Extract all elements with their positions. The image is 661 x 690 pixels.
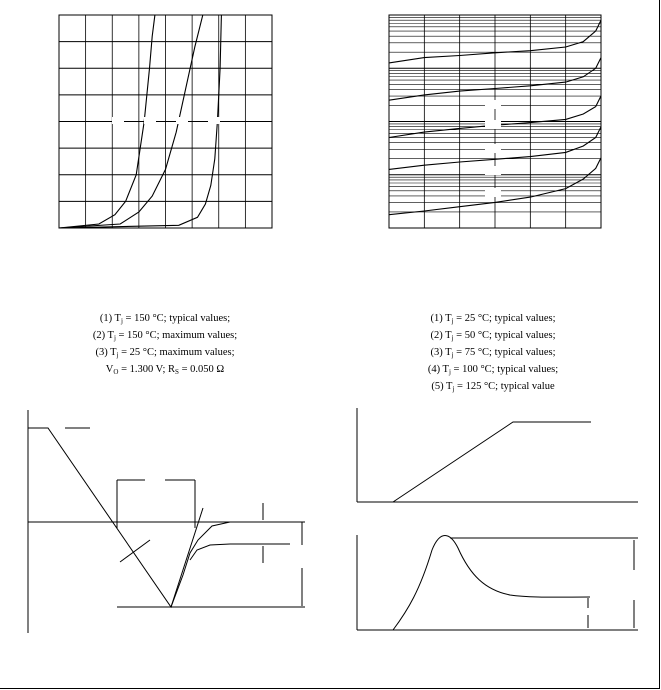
caption-left-line-3: (3) $T_j = 25$ °C; maximum values; xyxy=(95,347,235,359)
caption-right-line-1: (1) $T_j = 25$ °C; typical values; xyxy=(430,313,556,325)
caption-right-line-5: (5) $T_j = 125$ °C; typical value xyxy=(431,381,555,393)
chart2-label-gap-5 xyxy=(485,188,501,197)
diag2-voltage-waveform xyxy=(393,536,590,631)
chart1-label-gap-4 xyxy=(208,117,220,124)
caption-left-line-2: (2) $T_j = 150$ °C; maximum values; xyxy=(92,330,238,342)
chart2-label-gap-2 xyxy=(485,120,501,129)
chart2-label-gap-4 xyxy=(485,166,501,175)
chart-temperature-family-curves xyxy=(389,15,601,228)
diag1-slope-mark xyxy=(120,540,150,562)
chart-forward-current-characteristics xyxy=(59,15,272,228)
chart2-label-gap-1 xyxy=(485,100,501,109)
caption-left-line-1: (1) $T_j = 150$ °C; typical values; xyxy=(99,313,231,325)
chart1-label-gap-1 xyxy=(112,117,124,124)
caption-right xyxy=(373,310,613,395)
caption-left-params: $V_O = 1.300$ V; $R_S = 0.050$ Ω xyxy=(105,364,225,376)
diag2-current-ramp xyxy=(393,422,591,502)
diag1-softness-curve xyxy=(190,544,290,560)
diag1-current-waveform xyxy=(28,428,290,607)
caption-right-line-3: (3) $T_j = 75$ °C; typical values; xyxy=(430,347,556,359)
diag1-slope-tangent xyxy=(171,508,203,607)
diagram-reverse-recovery-waveform xyxy=(28,410,305,633)
chart1-label-gap-2 xyxy=(144,117,156,124)
diagram-forward-recovery xyxy=(357,408,638,630)
caption-right-line-2: (2) $T_j = 50$ °C; typical values; xyxy=(430,330,556,342)
caption-left xyxy=(45,310,285,378)
chart2-label-gap-3 xyxy=(485,144,501,153)
caption-right-line-4: (4) $T_j = 100$ °C; typical values; xyxy=(427,364,559,376)
chart1-label-gap-3 xyxy=(176,117,188,124)
